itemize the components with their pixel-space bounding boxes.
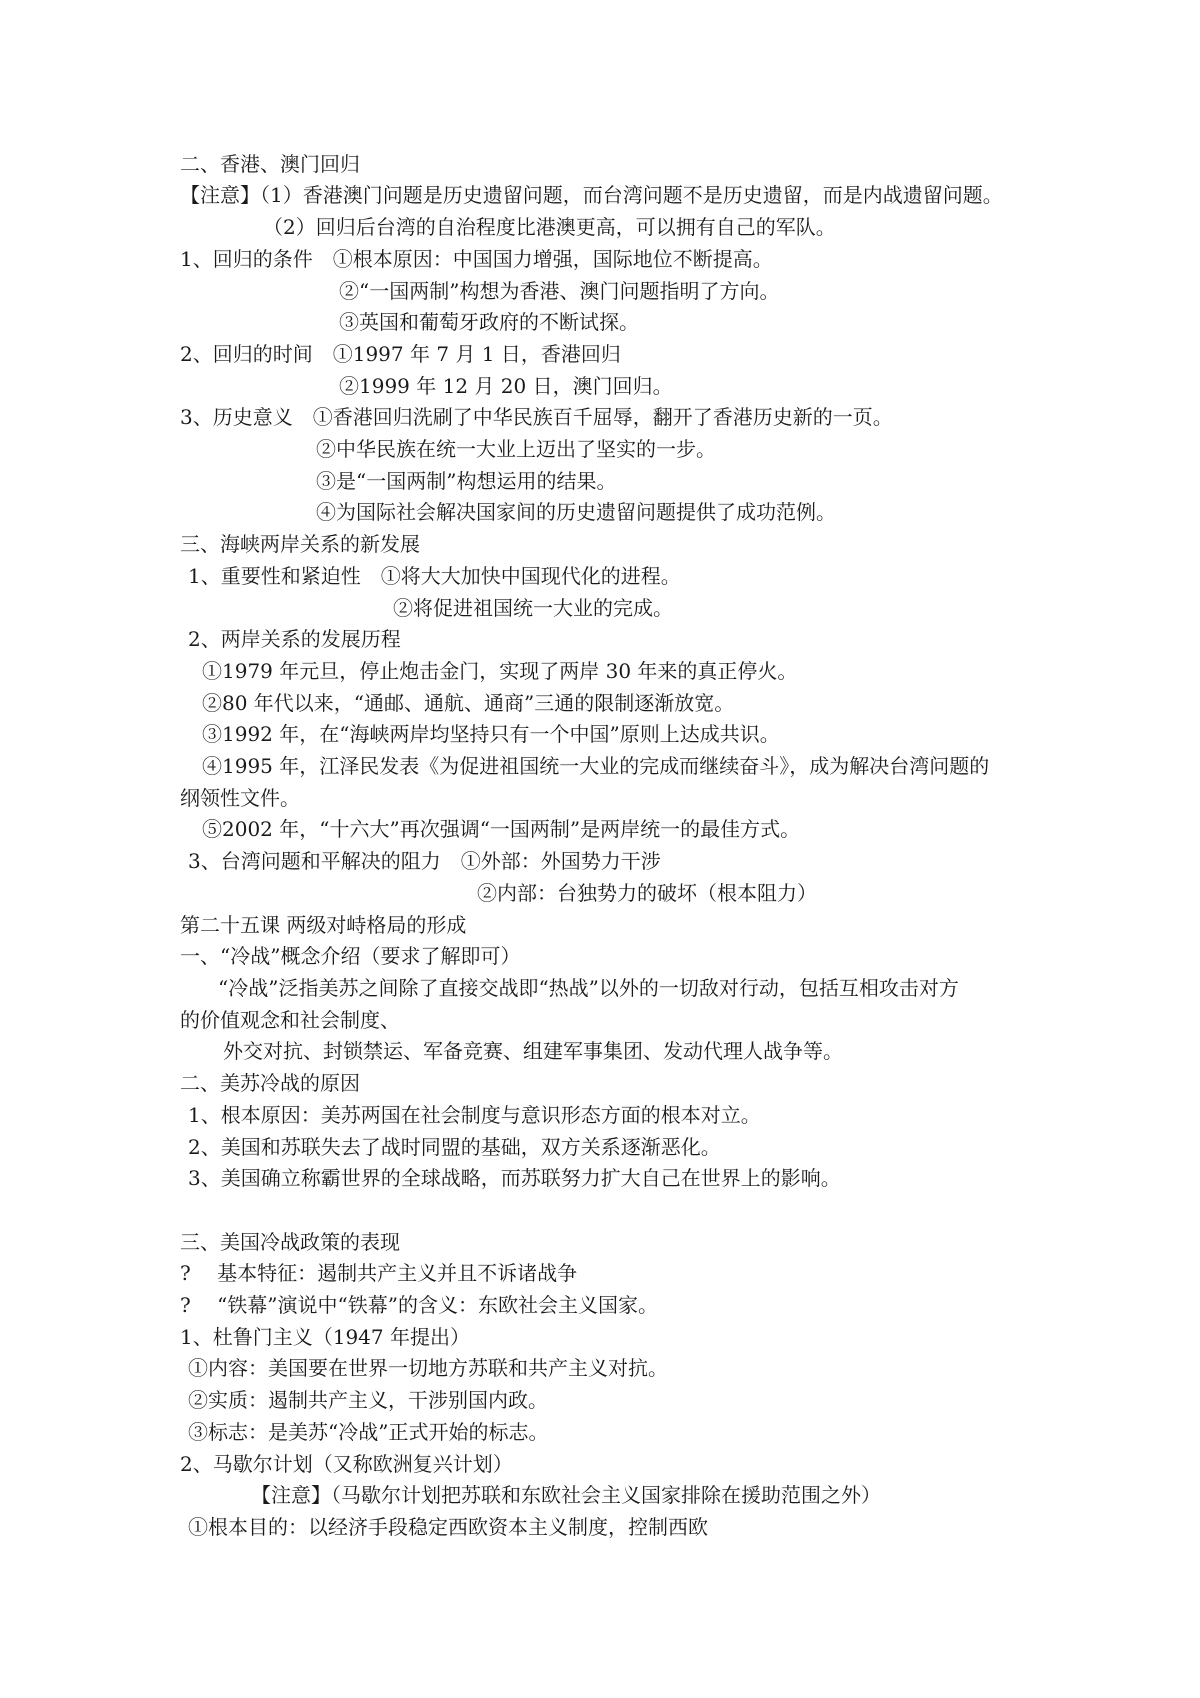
text-line: ? 基本特征：遏制共产主义并且不诉诸战争: [180, 1261, 578, 1285]
text-line: ④1995 年，江泽民发表《为促进祖国统一大业的完成而继续奋斗》，成为解决台湾问题的: [202, 754, 990, 778]
text-line: 3、台湾问题和平解决的阻力 ①外部：外国势力干涉: [188, 849, 661, 873]
text-line: 1、杜鲁门主义（1947 年提出）: [180, 1325, 470, 1349]
text-line: ②实质：遏制共产主义，干涉别国内政。: [188, 1388, 548, 1412]
note-line: （2）回归后台湾的自治程度比港澳更高，可以拥有自己的军队。: [263, 215, 836, 239]
lesson-title: 第二十五课 两级对峙格局的形成: [180, 913, 467, 937]
text-line: 3、美国确立称霸世界的全球战略，而苏联努力扩大自己在世界上的影响。: [188, 1166, 841, 1190]
text-line: ①1979 年元旦，停止炮击金门，实现了两岸 30 年来的真正停火。: [202, 659, 798, 683]
text-line: 2、美国和苏联失去了战时同盟的基础，双方关系逐渐恶化。: [188, 1135, 721, 1159]
text-line: 的价值观念和社会制度、: [180, 1008, 400, 1032]
text-line: ? “铁幕”演说中“铁幕”的含义：东欧社会主义国家。: [180, 1293, 658, 1317]
section-heading: 三、海峡两岸关系的新发展: [180, 532, 420, 556]
text-line: ②中华民族在统一大业上迈出了坚实的一步。: [316, 437, 716, 461]
section-heading: 一、“冷战”概念介绍（要求了解即可）: [180, 944, 521, 968]
text-line: 1、重要性和紧迫性 ①将大大加快中国现代化的进程。: [188, 564, 681, 588]
text-line: 2、回归的时间 ①1997 年 7 月 1 日，香港回归: [180, 342, 621, 366]
text-line: 2、马歇尔计划（又称欧洲复兴计划）: [180, 1452, 513, 1476]
text-line: ②“一国两制”构想为香港、澳门问题指明了方向。: [339, 279, 780, 303]
section-heading: 二、美苏冷战的原因: [180, 1071, 360, 1095]
text-line: 纲领性文件。: [180, 786, 300, 810]
text-line: ②1999 年 12 月 20 日，澳门回归。: [339, 374, 673, 398]
text-line: ④为国际社会解决国家间的历史遗留问题提供了成功范例。: [316, 500, 836, 524]
text-line: ①内容：美国要在世界一切地方苏联和共产主义对抗。: [188, 1356, 668, 1380]
text-line: ③1992 年，在“海峡两岸均坚持只有一个中国”原则上达成共识。: [202, 722, 780, 746]
text-line: 1、回归的条件 ①根本原因：中国国力增强，国际地位不断提高。: [180, 247, 773, 271]
text-line: ②80 年代以来，“通邮、通航、通商”三通的限制逐渐放宽。: [202, 691, 735, 715]
section-heading: 二、香港、澳门回归: [180, 152, 360, 176]
text-line: ②内部：台独势力的破坏（根本阻力）: [477, 881, 817, 905]
text-line: ③英国和葡萄牙政府的不断试探。: [339, 310, 639, 334]
text-line: 3、历史意义 ①香港回归洗刷了中华民族百千屈辱，翻开了香港历史新的一页。: [180, 405, 893, 429]
text-line: 2、两岸关系的发展历程: [188, 627, 401, 651]
text-line: “冷战”泛指美苏之间除了直接交战即“热战”以外的一切敌对行动，包括互相攻击对方: [218, 976, 959, 1000]
text-line: ②将促进祖国统一大业的完成。: [393, 596, 673, 620]
text-line: ③标志：是美苏“冷战”正式开始的标志。: [188, 1420, 549, 1444]
text-line: 外交对抗、封锁禁运、军备竞赛、组建军事集团、发动代理人战争等。: [223, 1039, 843, 1063]
text-line: ⑤2002 年，“十六大”再次强调“一国两制”是两岸统一的最佳方式。: [202, 817, 801, 841]
text-line: ①根本目的：以经济手段稳定西欧资本主义制度，控制西欧: [188, 1515, 708, 1539]
note-line: 【注意】（1）香港澳门问题是历史遗留问题，而台湾问题不是历史遗留，而是内战遗留问题。: [180, 183, 1003, 207]
text-line: 1、根本原因：美苏两国在社会制度与意识形态方面的根本对立。: [188, 1103, 761, 1127]
section-heading: 三、美国冷战政策的表现: [180, 1230, 400, 1254]
text-line: ③是“一国两制”构想运用的结果。: [316, 469, 617, 493]
note-line: 【注意】（马歇尔计划把苏联和东欧社会主义国家排除在援助范围之外）: [251, 1483, 881, 1507]
